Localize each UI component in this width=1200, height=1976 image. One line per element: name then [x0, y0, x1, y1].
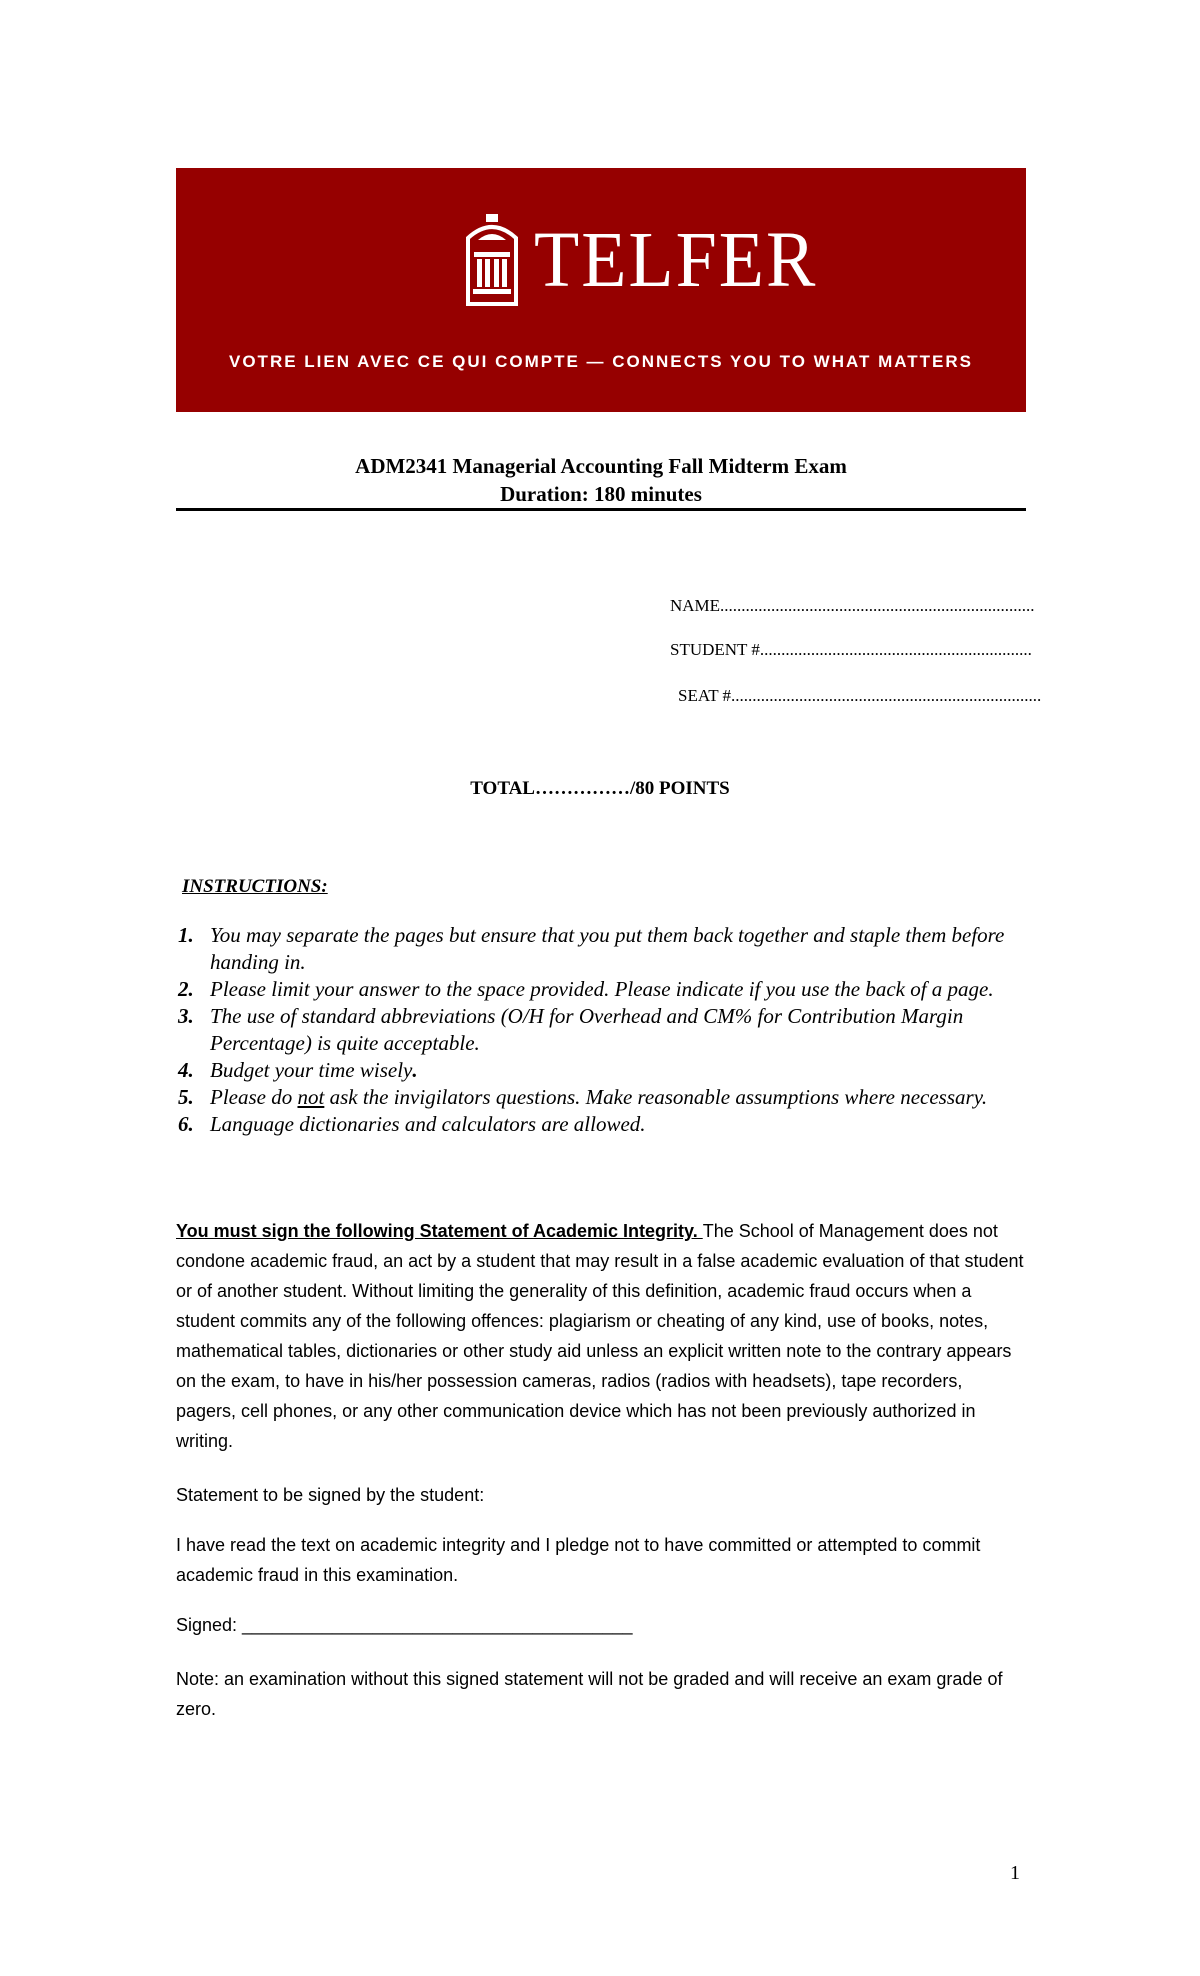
- brand-wordmark: TELFER: [534, 215, 818, 305]
- instructions-heading: INSTRUCTIONS:: [182, 876, 328, 897]
- title-divider: [176, 508, 1026, 511]
- name-field[interactable]: NAME..........................................................................: [670, 596, 1035, 615]
- item-text: Please limit your answer to the space provided. Please indicate if you use the back of a page.: [210, 977, 994, 1001]
- item-number: 4.: [178, 1058, 194, 1082]
- integrity-statement: [176, 1216, 1026, 1456]
- pledge-text: I have read the text on academic integrity and I pledge not to have committed or attempted to commit academic fraud in this examination.: [176, 1535, 981, 1585]
- integrity-body: The School of Management does not condone academic fraud, an act by a student that may result in a false academic evaluation of that student or of another student. Without limiting the generality of this definition, academic fraud occurs when a student commits any of the following offences: plagiarism or cheating of any kind, use of books, notes, mathematical tables, dictionaries or other study aid unless an explicit written note to the contrary appears on the exam, to have in his/her possession cameras, radios (radios with headsets), tape recorders, pagers, cell phones, or any other communication device which has not been previously authorized in writing.: [176, 1221, 1024, 1451]
- list-item: [178, 1003, 1038, 1057]
- list-item: [178, 1084, 1038, 1111]
- total-points: TOTAL……………/80 POINTS: [470, 778, 730, 799]
- item-text-period: .: [412, 1058, 418, 1082]
- building-columns-icon: [464, 212, 520, 308]
- item-number: 3.: [178, 1004, 194, 1028]
- list-item: [178, 1111, 1038, 1138]
- telfer-banner: [176, 168, 1026, 412]
- item-text: Language dictionaries and calculators are allowed.: [210, 1112, 646, 1136]
- list-item: [178, 922, 1038, 976]
- exam-duration: Duration: 180 minutes: [500, 482, 702, 506]
- item-text: The use of standard abbreviations (O/H for Overhead and CM% for Contribution Margin Percentage) is quite acceptable.: [210, 1004, 964, 1055]
- item-text-emphasis: not: [297, 1085, 325, 1109]
- instructions-list: [178, 922, 1038, 1138]
- item-number: 5.: [178, 1085, 194, 1109]
- signature-line[interactable]: Signed: _______________________________________: [176, 1615, 633, 1635]
- item-text: [210, 1084, 1038, 1111]
- exam-title: ADM2341 Managerial Accounting Fall Midterm Exam: [355, 454, 847, 478]
- exam-title-block: [176, 452, 1026, 508]
- item-text: [210, 1057, 1038, 1084]
- item-text-start: Please do: [210, 1085, 298, 1109]
- seat-number-field[interactable]: SEAT #.........................................................................: [678, 686, 1042, 705]
- item-number: 1.: [178, 923, 194, 947]
- statement-intro: Statement to be signed by the student:: [176, 1485, 485, 1505]
- item-text-end: ask the invigilators questions. Make reasonable assumptions where necessary.: [324, 1085, 988, 1109]
- page-number: 1: [1010, 1862, 1020, 1884]
- item-number: 2.: [178, 977, 194, 1001]
- student-number-field[interactable]: STUDENT #................................................................: [670, 640, 1032, 659]
- list-item: [178, 976, 1038, 1003]
- brand-tagline: VOTRE LIEN AVEC CE QUI COMPTE — CONNECTS YOU TO WHAT MATTERS: [229, 352, 973, 371]
- item-number: 6.: [178, 1112, 194, 1136]
- list-item: [178, 1057, 1038, 1084]
- item-text: You may separate the pages but ensure that you put them back together and staple them before handing in.: [210, 923, 1005, 974]
- item-text-main: Budget your time wisely: [210, 1058, 413, 1082]
- integrity-heading: You must sign the following Statement of Academic Integrity.: [176, 1221, 703, 1241]
- note-text: Note: an examination without this signed statement will not be graded and will receive an exam grade of zero.: [176, 1669, 1003, 1719]
